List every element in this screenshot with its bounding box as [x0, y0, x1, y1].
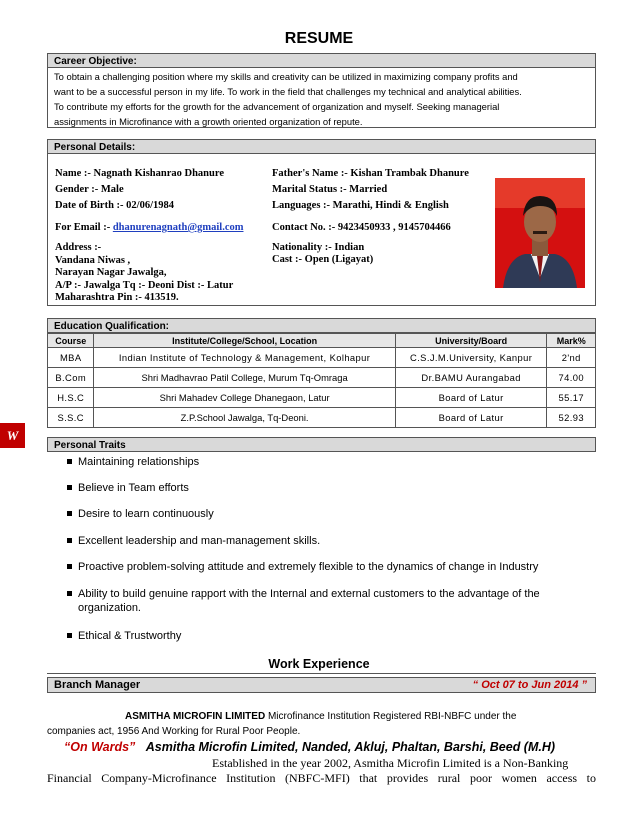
cell-course: H.S.C	[48, 388, 94, 408]
cell-institute: Shri Mahadev College Dhanegaon, Latur	[94, 388, 395, 408]
cell-institute: Shri Madhavrao Patil College, Murum Tq-Omraga	[94, 368, 395, 388]
career-line: To contribute my efforts for the growth for the advancement of organization and myself. Seeking managerial	[54, 101, 500, 112]
nationality-field: Nationality :- Indian	[272, 242, 365, 253]
profile-photo-image	[495, 178, 585, 288]
education-heading: Education Qualification:	[47, 318, 596, 333]
col-course: Course	[48, 334, 94, 348]
col-mark: Mark%	[547, 334, 596, 348]
job-role: Branch Manager	[54, 679, 141, 691]
bullet-icon	[67, 633, 72, 638]
company-line	[125, 709, 516, 724]
address-line: Maharashtra Pin :- 413519.	[55, 292, 179, 303]
cell-university: C.S.J.M.University, Kanpur	[395, 348, 547, 368]
company-description: Microfinance Institution Registered RBI-NBFC under the	[265, 711, 517, 722]
dob-field: Date of Birth :- 02/06/1984	[55, 200, 174, 211]
marital-status-field: Marital Status :- Married	[272, 184, 388, 195]
cast-field: Cast :- Open (Ligayat)	[272, 254, 374, 265]
career-objective-text	[47, 67, 596, 128]
address-line: Address :-	[55, 242, 102, 253]
cell-course: MBA	[48, 348, 94, 368]
bullet-icon	[67, 538, 72, 543]
education-table	[47, 333, 596, 428]
col-university: University/Board	[395, 334, 547, 348]
bullet-icon	[67, 459, 72, 464]
traits-heading: Personal Traits	[47, 437, 596, 452]
company-description-2: companies act, 1956 And Working for Rural Poor People.	[47, 726, 301, 737]
cell-university: Board of Latur	[395, 388, 547, 408]
cell-mark: 2'nd	[547, 348, 596, 368]
personal-details-heading: Personal Details:	[47, 139, 596, 154]
list-item: Ethical & Trustworthy	[78, 630, 182, 642]
document-logo-badge: W	[0, 423, 25, 448]
cell-university: Dr.BAMU Aurangabad	[395, 368, 547, 388]
job-title-bar	[47, 677, 596, 693]
list-item: Desire to learn continuously	[78, 508, 214, 520]
list-item: Proactive problem-solving attitude and extremely flexible to the dynamics of change in Industry	[78, 561, 539, 573]
contact-field: Contact No. :- 9423450933 , 9145704466	[272, 222, 451, 233]
education-header-row	[48, 334, 596, 348]
gender-field: Gender :- Male	[55, 184, 124, 195]
branch-locations: Asmitha Microfin Limited, Nanded, Akluj, Phaltan, Barshi, Beed (M.H)	[145, 740, 556, 754]
table-row	[48, 408, 596, 428]
col-institute: Institute/College/School, Location	[94, 334, 395, 348]
company-paragraph-line: Established in the year 2002, Asmitha Microfin Limited is a Non-Banking	[212, 756, 569, 770]
company-name: ASMITHA MICROFIN LIMITED	[125, 711, 266, 722]
cell-course: S.S.C	[48, 408, 94, 428]
list-item: Excellent leadership and man-management skills.	[78, 535, 321, 547]
table-row	[48, 368, 596, 388]
cell-mark: 55.17	[547, 388, 596, 408]
cell-course: B.Com	[48, 368, 94, 388]
career-line: To obtain a challenging position where my skills and creativity can be utilized in maximizing company profits and	[54, 71, 518, 82]
address-line: Vandana Niwas ,	[55, 254, 131, 266]
table-row	[48, 388, 596, 408]
father-name-field: Father's Name :- Kishan Trambak Dhanure	[272, 168, 469, 179]
cell-university: Board of Latur	[395, 408, 547, 428]
work-experience-heading: Work Experience	[268, 657, 370, 671]
bullet-icon	[67, 564, 72, 569]
name-field: Name :- Nagnath Kishanrao Dhanure	[55, 168, 224, 179]
address-line: A/P :- Jawalga Tq :- Deoni Dist :- Latur	[55, 279, 234, 291]
languages-field: Languages :- Marathi, Hindi & English	[272, 200, 449, 211]
cell-mark: 52.93	[547, 408, 596, 428]
list-item: Believe in Team efforts	[78, 482, 189, 494]
resume-title: RESUME	[284, 30, 354, 47]
bullet-icon	[67, 485, 72, 490]
email-label: For Email :-	[55, 222, 113, 233]
onwards-label: “On Wards”	[64, 740, 136, 754]
list-item: Maintaining relationships	[78, 456, 200, 468]
cell-institute: Indian Institute of Technology & Management, Kolhapur	[94, 348, 395, 368]
cell-mark: 74.00	[547, 368, 596, 388]
bullet-icon	[67, 511, 72, 516]
email-row	[55, 222, 243, 235]
list-item: Ability to build genuine rapport with the Internal and external customers to the advantage of the organization.	[78, 588, 540, 614]
career-line: want to be a successful person in my life. To work in the field that challenges my technical and analytical abilities.	[54, 86, 522, 97]
address-block	[55, 242, 233, 305]
cell-institute: Z.P.School Jawalga, Tq-Deoni.	[94, 408, 395, 428]
career-line: assignments in Microfinance with a growth oriented organization of repute.	[54, 116, 363, 127]
branches-line	[64, 739, 555, 755]
company-paragraph-line: Financial Company-Microfinance Institution (NBFC-MFI) that provides rural poor women access to	[47, 771, 596, 785]
job-dates: “ Oct 07 to Jun 2014 ”	[472, 679, 587, 691]
bullet-icon	[67, 591, 72, 596]
table-row	[48, 348, 596, 368]
address-line: Narayan Nagar Jawalga,	[55, 267, 167, 278]
section-divider	[47, 673, 596, 674]
career-objective-heading: Career Objective:	[47, 53, 596, 68]
profile-photo	[495, 178, 585, 288]
email-link[interactable]: dhanurenagnath@gmail.com	[112, 222, 244, 233]
